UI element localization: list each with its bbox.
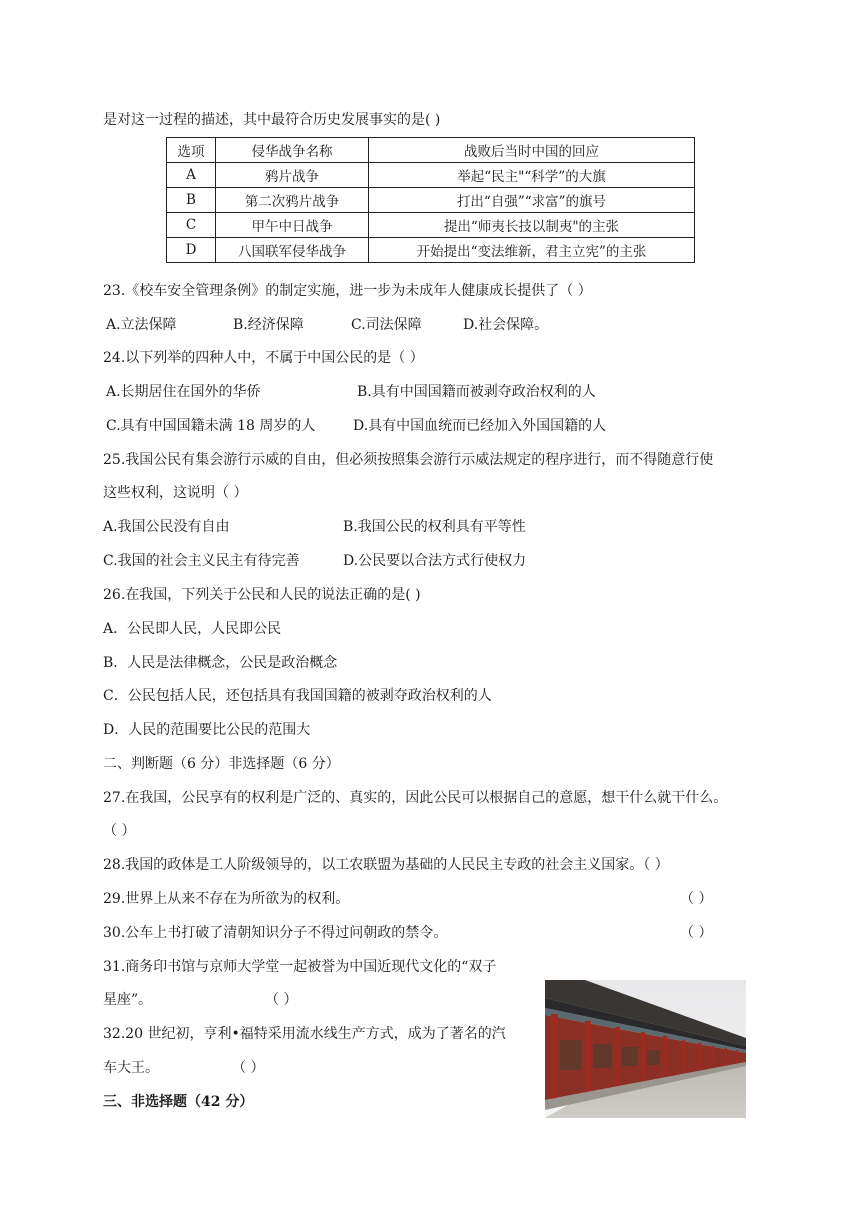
q26-option-b: B．人民是法律概念，公民是政治概念: [103, 655, 338, 671]
q24-stem: 24.以下列举的四种人中，不属于中国公民的是（ ）: [103, 350, 424, 366]
q31-line1: 31.商务印书馆与京师大学堂一起被誉为中国近现代文化的“双子: [103, 959, 497, 975]
q22-stem-tail: 是对这一过程的描述，其中最符合历史发展事实的是( ): [103, 112, 441, 128]
q30-answer-paren: （ ）: [680, 925, 713, 941]
table-row: [167, 238, 695, 263]
q31-line2: 星座”。: [103, 992, 153, 1008]
q27-line1: 27.在我国，公民享有的权利是广泛的、真实的，因此公民可以根据自己的意愿，想干什么就干什么。: [103, 790, 728, 806]
q25-option-c: C.我国的社会主义民主有待完善: [103, 553, 300, 569]
q32-line2: 车大王。: [103, 1060, 159, 1076]
q26-stem: 26.在我国，下列关于公民和人民的说法正确的是( ): [103, 587, 421, 603]
table-cell: A: [167, 163, 216, 188]
q23-option-a: A.立法保障: [106, 317, 177, 333]
table-header: 选项: [167, 138, 216, 163]
table-header: 侵华战争名称: [216, 138, 369, 163]
q22-table: [166, 137, 695, 263]
section2-heading: 二、判断题（6 分）非选择题（6 分）: [103, 756, 340, 772]
table-cell: 甲午中日战争: [216, 213, 369, 238]
table-header: 战败后当时中国的回应: [369, 138, 695, 163]
q24-option-b: B.具有中国国籍而被剥夺政治权利的人: [357, 384, 596, 400]
q29-answer-paren: （ ）: [680, 891, 713, 907]
table-row: [167, 188, 695, 213]
q24-option-d: D.具有中国血统而已经加入外国国籍的人: [353, 418, 607, 434]
q26-option-a: A．公民即人民，人民即公民: [103, 621, 282, 637]
q27-answer-paren: （ ）: [103, 823, 136, 839]
q23-option-c: C.司法保障: [351, 317, 422, 333]
q32-line1: 32.20 世纪初，亨利•福特采用流水线生产方式，成为了著名的汽: [103, 1026, 506, 1042]
q31-answer-paren: （ ）: [265, 992, 298, 1008]
table-cell: 开始提出“变法维新，君主立宪”的主张: [369, 238, 695, 263]
table-cell: D: [167, 238, 216, 263]
historic-building-photo: [545, 980, 746, 1118]
q25-option-b: B.我国公民的权利具有平等性: [343, 519, 526, 535]
q24-option-a: A.长期居住在国外的华侨: [106, 384, 261, 400]
q25-stem-line1: 25.我国公民有集会游行示威的自由，但必须按照集会游行示威法规定的程序进行，而不得随意行使: [103, 452, 714, 468]
q23-option-b: B.经济保障: [233, 317, 304, 333]
section3-heading: 三、非选择题（42 分）: [103, 1094, 254, 1110]
table-header-row: [167, 138, 695, 163]
q28-text: 28.我国的政体是工人阶级领导的，以工农联盟为基础的人民民主专政的社会主义国家。（ ）: [103, 857, 669, 873]
table-cell: B: [167, 188, 216, 213]
q24-option-c: C.具有中国国籍未满 18 周岁的人: [106, 418, 316, 434]
q23-option-d: D.社会保障。: [463, 317, 549, 333]
q26-option-d: D．人民的范围要比公民的范围大: [103, 722, 311, 738]
table-cell: 提出“师夷长技以制夷"的主张: [369, 213, 695, 238]
table-cell: 举起“民主"“科学”的大旗: [369, 163, 695, 188]
q32-answer-paren: （ ）: [232, 1060, 265, 1076]
q26-option-c: C．公民包括人民，还包括具有我国国籍的被剥夺政治权利的人: [103, 688, 492, 704]
table-cell: 打出“自强”“求富”的旗号: [369, 188, 695, 213]
q29-text: 29.世界上从来不存在为所欲为的权利。: [103, 891, 350, 907]
q23-stem: 23.《校车安全管理条例》的制定实施，进一步为未成年人健康成长提供了（ ）: [103, 283, 592, 299]
q25-stem-line2: 这些权利，这说明（ ）: [103, 485, 248, 501]
table-cell: C: [167, 213, 216, 238]
table-cell: 第二次鸦片战争: [216, 188, 369, 213]
table-cell: 八国联军侵华战争: [216, 238, 369, 263]
table-cell: 鸦片战争: [216, 163, 369, 188]
q25-option-a: A.我国公民没有自由: [103, 519, 230, 535]
table-row: [167, 163, 695, 188]
q30-text: 30.公车上书打破了清朝知识分子不得过问朝政的禁令。: [103, 925, 448, 941]
q25-option-d: D.公民要以合法方式行使权力: [343, 553, 527, 569]
table-row: [167, 213, 695, 238]
